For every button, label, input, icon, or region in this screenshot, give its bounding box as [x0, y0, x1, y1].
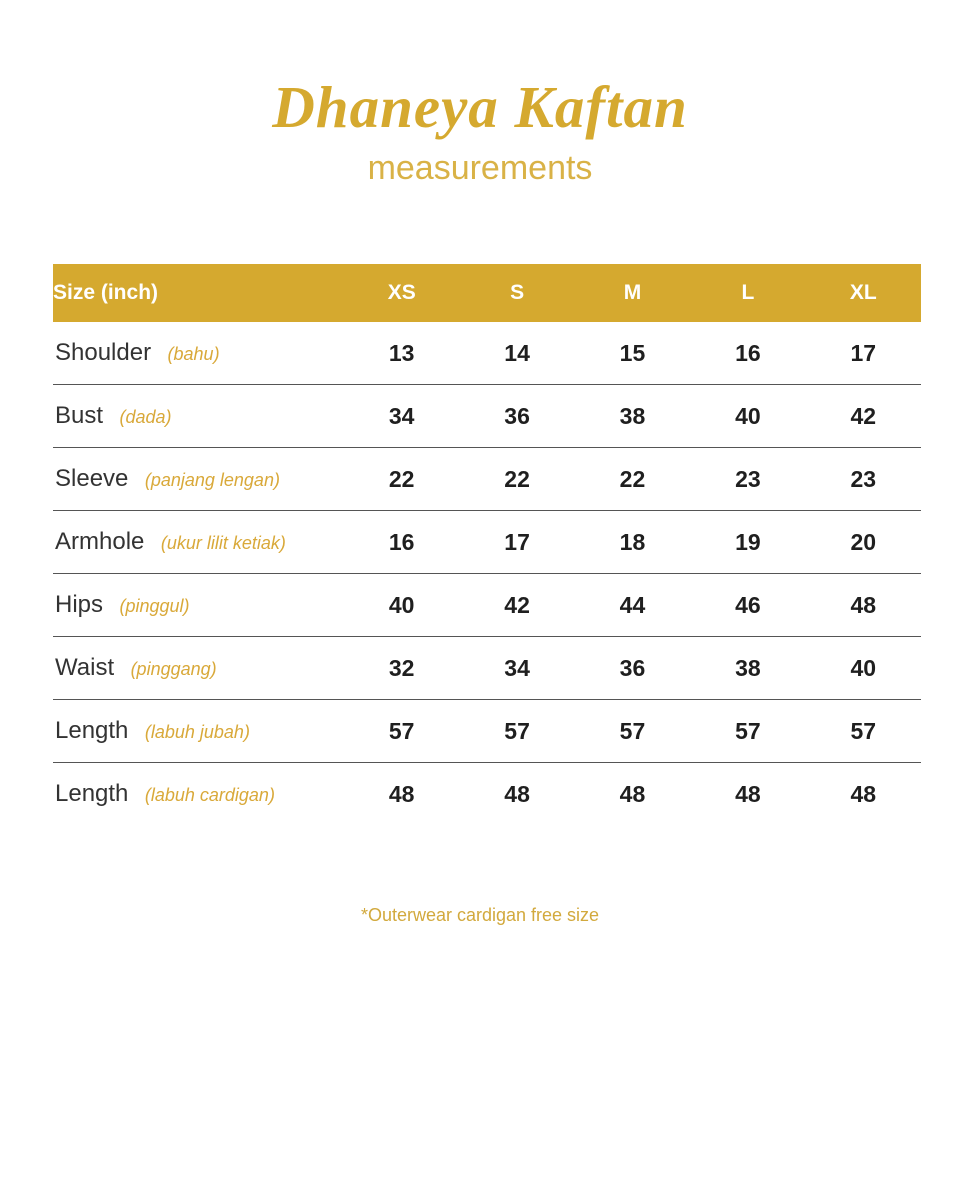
cell-value: 46 [690, 574, 805, 637]
cell-value: 22 [459, 448, 574, 511]
row-label-length-jubah [53, 700, 344, 763]
row-label-my: (bahu) [167, 344, 220, 364]
table-row [53, 385, 921, 448]
table-header-row [53, 264, 921, 322]
cell-value: 57 [459, 700, 574, 763]
cell-value: 18 [575, 511, 690, 574]
row-label-bust [53, 385, 344, 448]
row-label-sleeve [53, 448, 344, 511]
row-label-my: (ukur lilit ketiak) [160, 533, 286, 553]
row-label-en: Length [55, 717, 129, 744]
page-subtitle: measurements [367, 149, 593, 187]
cell-value: 36 [575, 637, 690, 700]
cell-value: 13 [344, 322, 459, 385]
page-title: Dhaneya Kaftan [272, 74, 688, 140]
cell-value: 57 [690, 700, 805, 763]
table-row [53, 700, 921, 763]
footnote: *Outerwear cardigan free size [360, 905, 600, 925]
row-label-en: Sleeve [55, 465, 129, 492]
cell-value: 42 [459, 574, 574, 637]
table-row [53, 511, 921, 574]
row-label-hips [53, 574, 344, 637]
cell-value: 48 [388, 780, 415, 807]
row-label-en: Armhole [55, 528, 145, 555]
cell-value: 14 [459, 322, 574, 385]
measurements-table [53, 264, 921, 825]
cell-value: 57 [344, 700, 459, 763]
column-header-m: M [575, 264, 690, 322]
cell-value: 34 [459, 637, 574, 700]
row-label-my: (pinggul) [119, 596, 190, 616]
cell-value: 34 [344, 385, 459, 448]
cell-value: 48 [504, 780, 530, 807]
row-label-my: (labuh cardigan) [144, 785, 275, 805]
cell-value: 23 [806, 448, 921, 511]
cell-value: 42 [806, 385, 921, 448]
table-row [53, 574, 921, 637]
title-block [0, 0, 960, 185]
column-header-xs: XS [344, 264, 459, 322]
table-row [53, 637, 921, 700]
row-label-en: Bust [55, 402, 104, 429]
row-label-en: Shoulder [55, 339, 152, 366]
measurements-table-wrapper [53, 264, 921, 825]
column-header-s: S [459, 264, 574, 322]
row-label-my: (panjang lengan) [144, 470, 280, 490]
row-label-en: Hips [55, 591, 104, 618]
cell-value: 36 [459, 385, 574, 448]
cell-value: 48 [806, 574, 921, 637]
cell-value: 44 [575, 574, 690, 637]
row-label-en: Waist [55, 654, 115, 681]
cell-value: 48 [735, 780, 761, 807]
table-row [53, 448, 921, 511]
cell-value: 17 [459, 511, 574, 574]
cell-value: 48 [850, 780, 877, 807]
cell-value: 15 [575, 322, 690, 385]
table-row [53, 322, 921, 385]
cell-value: 48 [619, 780, 646, 807]
cell-value: 16 [690, 322, 805, 385]
cell-value: 40 [690, 385, 805, 448]
cell-value: 16 [344, 511, 459, 574]
cell-value: 32 [344, 637, 459, 700]
row-label-shoulder [53, 322, 344, 385]
cell-value: 22 [344, 448, 459, 511]
cell-value: 17 [806, 322, 921, 385]
cell-value: 23 [690, 448, 805, 511]
cell-value: 38 [575, 385, 690, 448]
column-header-xl: XL [806, 264, 921, 322]
row-label-my: (pinggang) [130, 659, 217, 679]
cell-value: 38 [690, 637, 805, 700]
column-header-l: L [690, 264, 805, 322]
cell-value: 19 [690, 511, 805, 574]
cell-value: 57 [575, 700, 690, 763]
table-row [53, 763, 921, 826]
cell-value: 40 [806, 637, 921, 700]
cell-value: 40 [344, 574, 459, 637]
cell-value: 22 [575, 448, 690, 511]
row-label-length-cardigan [53, 763, 344, 826]
row-label-my: (dada) [119, 407, 172, 427]
row-label-my: (labuh jubah) [144, 722, 250, 742]
cell-value: 20 [806, 511, 921, 574]
row-label-armhole [53, 511, 344, 574]
table-body [53, 322, 921, 825]
row-label-waist [53, 637, 344, 700]
column-header-size-label: Size (inch) [53, 264, 344, 322]
table-header [53, 264, 921, 322]
row-label-en: Length [55, 780, 129, 807]
cell-value: 57 [806, 700, 921, 763]
